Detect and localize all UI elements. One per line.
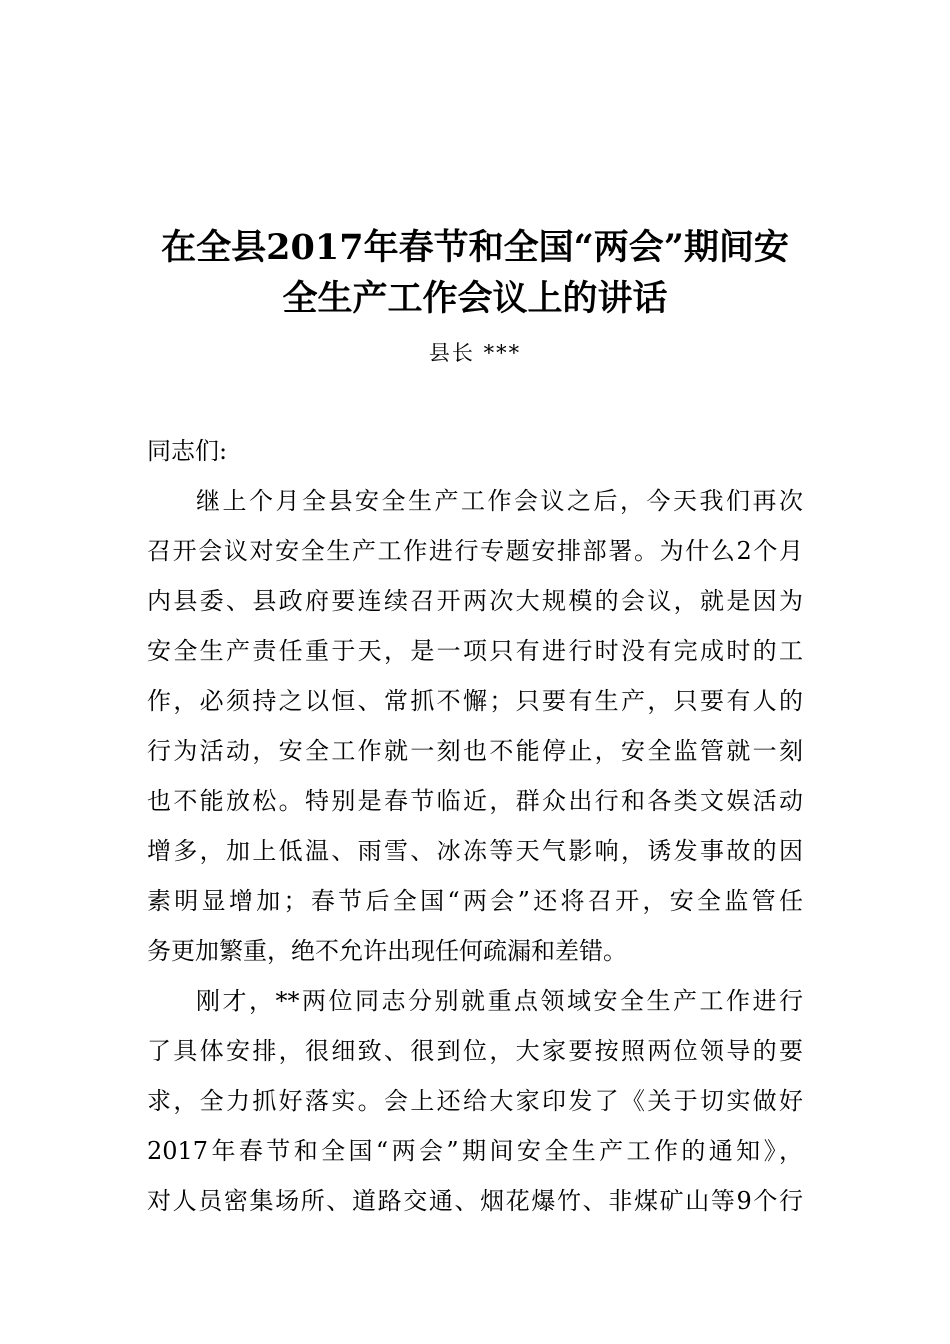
body-line: 了具体安排，很细致、很到位，大家要按照两位领导的要 — [147, 1037, 803, 1065]
body-line: 行为活动，安全工作就一刻也不能停止，安全监管就一刻 — [147, 737, 803, 765]
body-line: 召开会议对安全生产工作进行专题安排部署。为什么2个月 — [147, 537, 803, 565]
body-line: 素明显增加；春节后全国“两会”还将召开，安全监管任 — [147, 887, 803, 915]
body-line: 求，全力抓好落实。会上还给大家印发了《关于切实做好 — [147, 1087, 803, 1115]
salutation: 同志们: — [147, 437, 228, 465]
body-line: 对人员密集场所、道路交通、烟花爆竹、非煤矿山等9个行 — [147, 1187, 803, 1215]
body-line: 也不能放松。特别是春节临近，群众出行和各类文娱活动 — [147, 787, 803, 815]
body-line: 作，必须持之以恒、常抓不懈；只要有生产，只要有人的 — [147, 687, 803, 715]
document-title-line-1: 在全县2017年春节和全国“两会”期间安 — [161, 227, 789, 268]
body-line: 继上个月全县安全生产工作会议之后，今天我们再次 — [196, 487, 803, 515]
author-line: 县长 *** — [428, 341, 522, 365]
body-line: 务更加繁重，绝不允许出现任何疏漏和差错。 — [147, 937, 627, 965]
body-line: 刚才，**两位同志分别就重点领域安全生产工作进行 — [196, 987, 803, 1015]
body-line: 安全生产责任重于天，是一项只有进行时没有完成时的工 — [147, 637, 803, 665]
body-line: 增多，加上低温、雨雪、冰冻等天气影响，诱发事故的因 — [147, 837, 803, 865]
document-title-line-2: 全生产工作会议上的讲话 — [282, 278, 668, 319]
body-line: 内县委、县政府要连续召开两次大规模的会议，就是因为 — [147, 587, 803, 615]
body-line: 2017年春节和全国“两会”期间安全生产工作的通知》， — [147, 1137, 803, 1165]
